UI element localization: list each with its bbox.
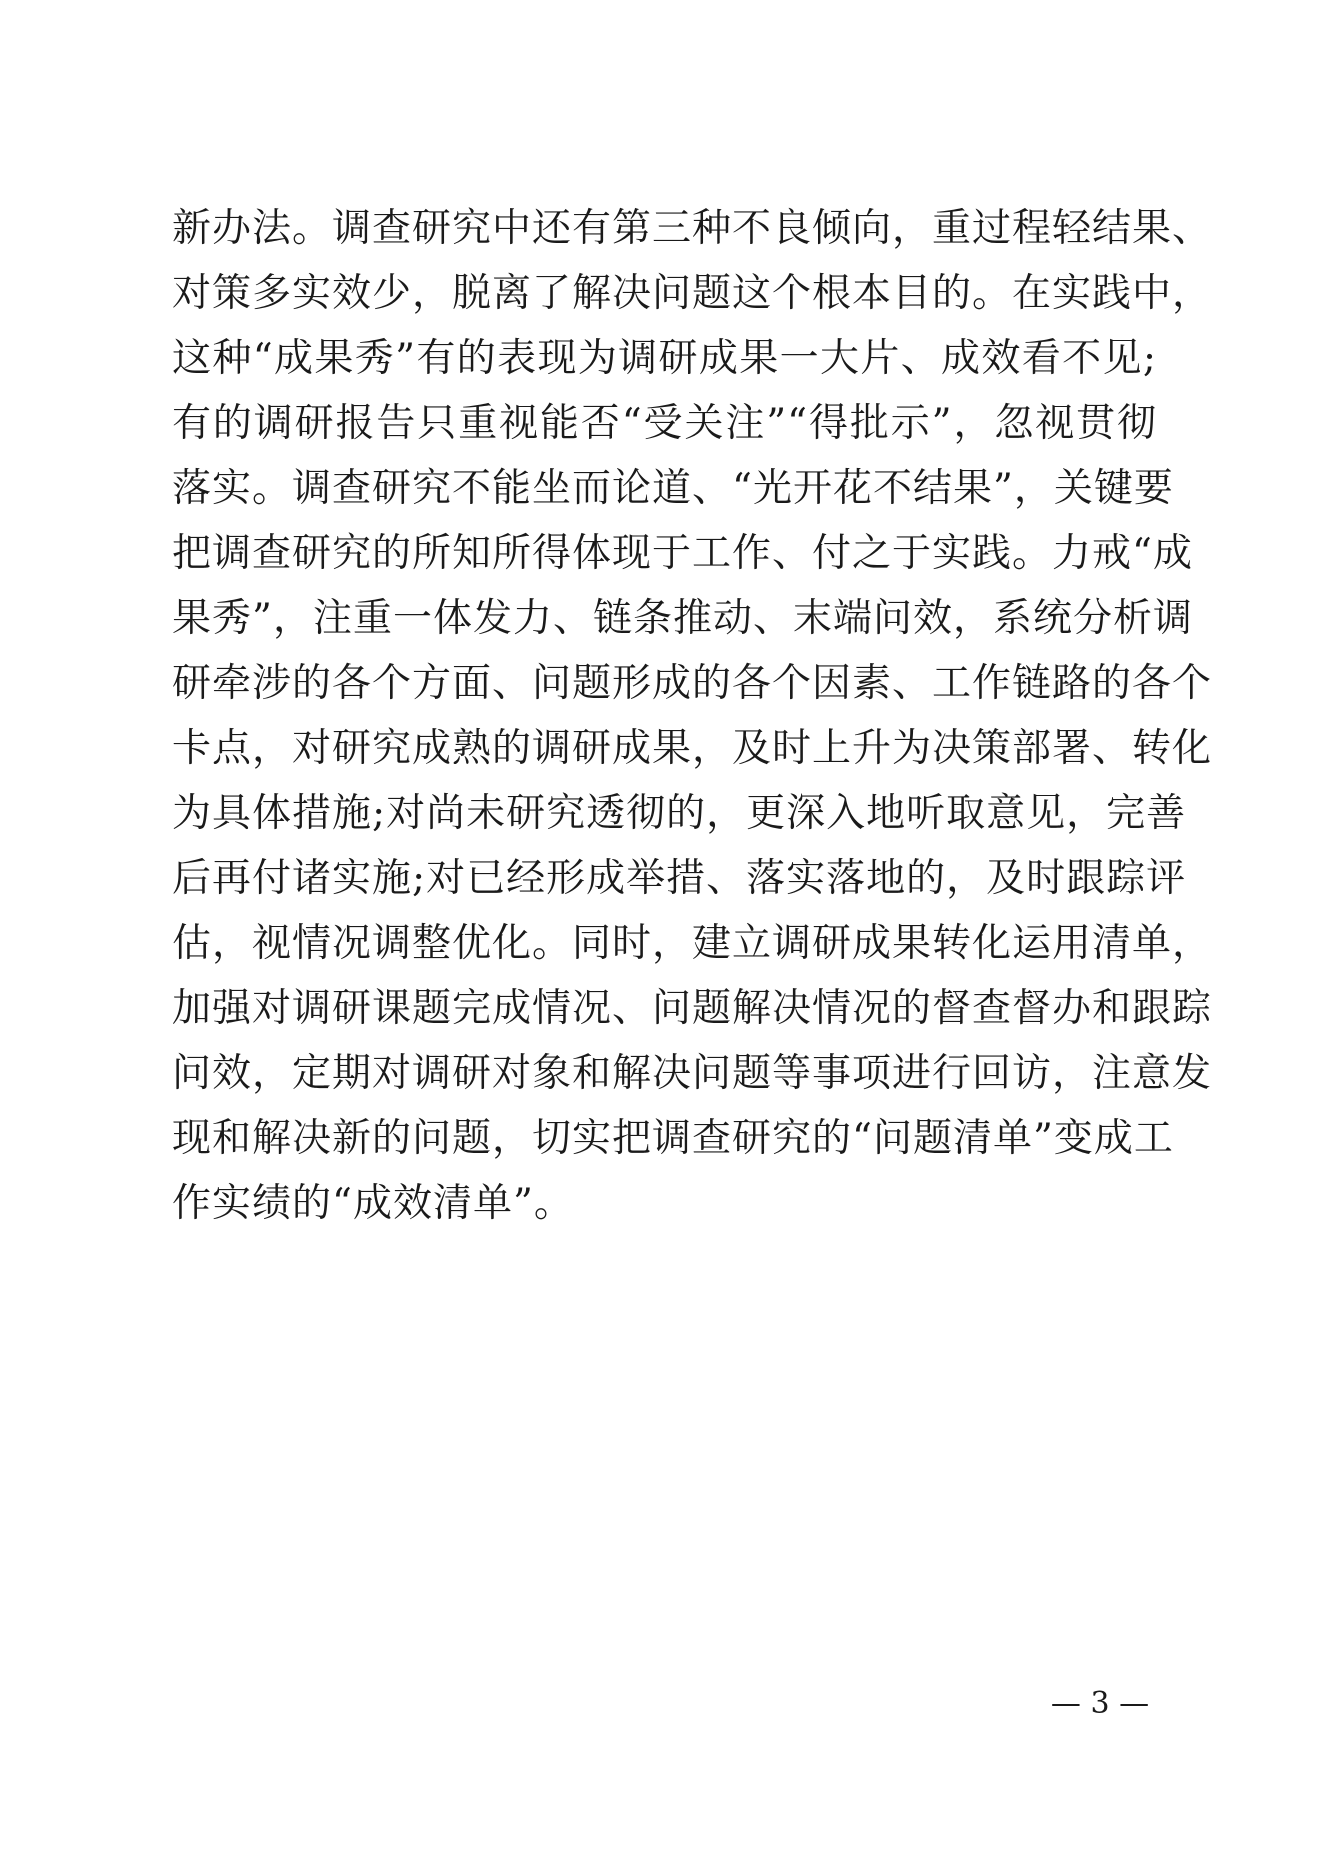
body-line-10: 为具体措施;对尚未研究透彻的，更深入地听取意见，完善 — [172, 791, 1187, 836]
body-text — [172, 196, 1213, 1236]
body-line-1: 新办法。调查研究中还有第三种不良倾向，重过程轻结果、 — [172, 206, 1213, 251]
body-line-15: 现和解决新的问题，切实把调查研究的“问题清单”变成工 — [172, 1116, 1174, 1161]
body-line-7: 果秀”，注重一体发力、链条推动、末端问效，系统分析调 — [172, 596, 1193, 641]
body-line-13: 加强对调研课题完成情况、问题解决情况的督查督办和跟踪 — [172, 986, 1213, 1031]
body-line-3: 这种“成果秀”有的表现为调研成果一大片、成效看不见; — [172, 336, 1157, 381]
page-number: — 3 — — [1050, 1686, 1150, 1721]
body-line-12: 估，视情况调整优化。同时，建立调研成果转化运用清单， — [172, 921, 1213, 966]
body-line-8: 研牵涉的各个方面、问题形成的各个因素、工作链路的各个 — [172, 661, 1213, 706]
body-line-2: 对策多实效少，脱离了解决问题这个根本目的。在实践中， — [172, 271, 1213, 316]
body-line-11: 后再付诸实施;对已经形成举措、落实落地的，及时跟踪评 — [172, 856, 1187, 901]
body-line-6: 把调查研究的所知所得体现于工作、付之于实践。力戒“成 — [172, 531, 1193, 576]
body-line-4: 有的调研报告只重视能否“受关注”“得批示”，忽视贯彻 — [172, 401, 1157, 446]
body-line-9: 卡点，对研究成熟的调研成果，及时上升为决策部署、转化 — [172, 726, 1213, 771]
body-line-5: 落实。调查研究不能坐而论道、“光开花不结果”，关键要 — [172, 466, 1174, 511]
body-line-16: 作实绩的“成效清单”。 — [172, 1181, 574, 1226]
body-line-14: 问效，定期对调研对象和解决问题等事项进行回访，注意发 — [172, 1051, 1213, 1096]
